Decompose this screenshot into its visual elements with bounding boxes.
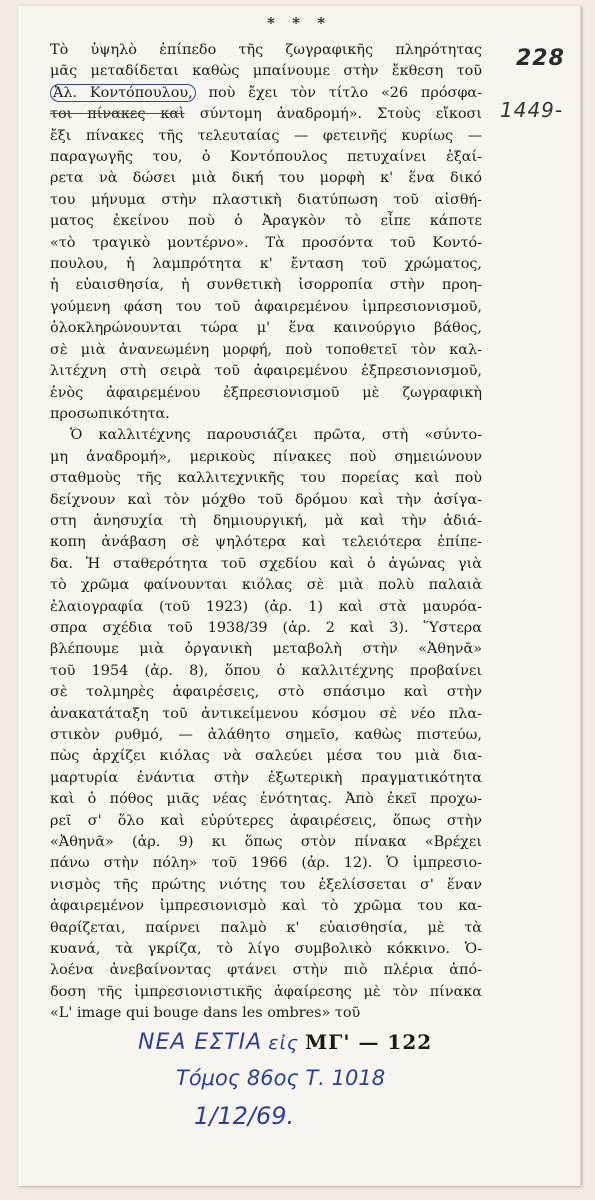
- text-line: λοένα ἀνεβαίνοντας φτάνει στὴν πιὸ πλέρια ἀπό-: [50, 962, 482, 979]
- handwritten-page-number: 228: [516, 46, 565, 71]
- text-line: στικὸν ρυθμό, — ἀλάθητο σημεῖο, καθὼς πιστεύω,: [50, 727, 482, 743]
- text-line: βλέπουμε μιὰ ὀργανικὴ μεταβολὴ στὴν «Ἀθηνᾶ»: [50, 641, 482, 658]
- volume-note: Τόμος 86ος Τ. 1018: [176, 1066, 386, 1090]
- text-line: ρεῖ σ' ὅλο καὶ εὐρύτερες ἀφαιρέσεις, ὅπως στὴν: [50, 812, 482, 829]
- date-note: 1/12/69.: [194, 1102, 295, 1130]
- article-body: [50, 40, 482, 1025]
- text-line: κυανά, τὰ γκρίζα, τὸ λίγο συμβολικὸ κόκκινο. Ὁ-: [50, 941, 482, 958]
- text-line: ἑνὸς ἀφαιρεμένου ἐξπρεσιονισμοῦ μὲ ζωγραφικὴ: [50, 384, 482, 401]
- eis-word: εἰς: [268, 1032, 300, 1054]
- text-line: λιτέχνη στὴ σειρὰ τοῦ ἀφαιρεμένου ἐξπρεσιονισμοῦ,: [50, 363, 482, 380]
- text-line: προσωπικότητα.: [50, 405, 170, 422]
- text-line: νισμὸς τῆς πρώτης νιότης του ἐξελίσσεται σ' ἕναν: [50, 876, 482, 893]
- text-line: δα. Ἡ σταθερότητα τοῦ σχεδίου καὶ ὁ ἀγώνας γιὰ: [50, 555, 482, 572]
- text-line: μαρτυρία ἐνάντια στὴν ἐξωτερικὴ πραγματικότητα: [50, 769, 482, 786]
- text-fragment: σύντομη ἀναδρομή». Στοὺς εἴκοσι: [184, 106, 482, 123]
- text-line: σὲ μιὰ ἀνανεωμένη μορφή, ποὺ τοποθετεῖ τὸν καλ-: [50, 341, 482, 358]
- text-line: του μήνυμα στὴν πλαστικὴ διατύπωση τοῦ αἰσθή-: [50, 191, 482, 208]
- text-line: πάνω στὴν πόλη» τοῦ 1966 (ἀρ. 12). Ὁ ἰμπρεσιο-: [50, 855, 482, 872]
- text-line: σπρα σχέδια τοῦ 1938/39 (ἀρ. 2 καὶ 3). Ὕστερα: [50, 619, 482, 636]
- text-line: ἔξι πίνακες τῆς τελευταίας — φετεινῆς κυρίως —: [50, 127, 482, 144]
- text-line: σὲ τολμηρὲς ἀφαιρέσεις, στὸ σπάσιμο καὶ στὴν: [50, 684, 482, 701]
- newspaper-name: ΝΕΑ ΕΣΤΙΑ: [138, 1030, 263, 1055]
- text-line: [50, 104, 482, 125]
- text-line: μη ἀναδρομή», μερικοὺς πίνακες ποὺ σημειώνουν: [50, 448, 482, 465]
- text-line: πουλου, ἡ λαμπρότητα κ' ἔνταση τοῦ χρώματος,: [50, 256, 482, 273]
- paragraph-1: [50, 40, 482, 425]
- text-line: πὼς ἀρχίζει κιόλας νὰ σαλεύει μέσα του μιὰ δια-: [50, 748, 482, 765]
- text-line: ματος ἐκείνου ποὺ ὁ Ἀραγκὸν τὸ εἶπε κάποτε: [50, 213, 482, 230]
- struck-text: τοι πίνακες καὶ: [50, 106, 185, 123]
- text-line: ἡ εὐαισθησία, ἡ συνθετικὴ ἰσορροπία στὴν προη-: [50, 277, 482, 294]
- text-line: στη ἀνησυχία τὴ δημιουργική, μὰ καὶ τὴν ἀδιά-: [50, 512, 482, 529]
- text-line: σταθμοὺς τῆς καλλιτεχνικῆς του πορείας καὶ ποὺ: [50, 470, 482, 487]
- paragraph-1-rest: [50, 126, 482, 426]
- text-line: μᾶς μεταδίδεται καθὼς μπαίνουμε στὴν ἔκθεση τοῦ: [50, 63, 482, 80]
- text-line: ἀφαιρεμένον ἰμπρεσιονισμὸ καὶ τὸ χρῶμα του κα-: [50, 898, 482, 915]
- text-line: «τὸ τραγικὸ μοντέρνο». Τὰ προσόντα τοῦ Κοντό-: [50, 234, 482, 251]
- text-line: «Ἀθηνᾶ» (ἀρ. 9) κι ὅπως στὸν πίνακα «Βρέχει: [50, 834, 482, 851]
- text-line: γούμενη φάση του τοῦ ἀφαιρεμένου ἰμπρεσιονισμοῦ,: [50, 298, 482, 315]
- text-line: ἀνακατάταξη τοῦ ἀντικείμενου κόσμου σὲ νέο πλα-: [50, 705, 482, 722]
- text-line: ὁλοκληρώνουνται τώρα μ' ἕνα καινούργιο βάθος,: [50, 320, 482, 337]
- section-stars: * * *: [267, 14, 331, 32]
- text-line: Τὸ ὑψηλὸ ἐπίπεδο τῆς ζωγραφικῆς πληρότητας: [50, 42, 482, 58]
- text-line: παραγωγῆς του, ὁ Κοντόπουλος πετυχαίνει ἐξαί-: [50, 149, 482, 166]
- text-line: καὶ ὁ πόθος μιᾶς νέας ἑνότητας. Ἀπὸ ἐκεῖ προχω-: [50, 791, 482, 808]
- text-fragment: ποὺ ἔχει τὸν τίτλο «26 πρόσφα-: [195, 84, 482, 101]
- text-line: δείχνουν καὶ τὸν μόχθο τοῦ δρόμου καὶ τὴν ἀσίγα-: [50, 491, 482, 508]
- page-reference: ΜΓ' — 122: [305, 1030, 433, 1054]
- text-line: [50, 83, 482, 104]
- text-line: δοση τῆς ἰμπρεσιονιστικῆς ἀφαίρεσης μὲ τὸν πίνακα: [50, 983, 482, 1000]
- text-line: Ὁ καλλιτέχνης παρουσιάζει πρῶτα, στὴ «σύντο-: [70, 427, 482, 444]
- text-line: ἐλαιογραφία (τοῦ 1923) (ἀρ. 1) καὶ στὰ μαυρόα-: [50, 598, 482, 615]
- handwritten-catalog-number: 1449-: [500, 98, 564, 122]
- text-line: ρετα νὰ δώσει μιὰ δική του μορφὴ κ' ἕνα δικό: [50, 170, 482, 187]
- clipping-sheet: [18, 6, 581, 1186]
- source-stamp-line: [138, 1030, 432, 1055]
- underlined-artist-name: Ἀλ. Κοντόπουλου,: [50, 84, 196, 102]
- text-line: κοπη ἀνάβαση σὲ ψηλότερα καὶ τελειότερα ἐπίπε-: [50, 534, 482, 551]
- text-line: τὸ χρῶμα φαίνουνται κιόλας σὲ μιὰ πολὺ παλαιὰ: [50, 577, 482, 594]
- paragraph-2: [50, 425, 482, 1024]
- text-line: τοῦ 1954 (ἀρ. 8), ὅπου ὁ καλλιτέχνης προβαίνει: [50, 662, 482, 679]
- text-line: θαρίζεται, παίρνει παλμὸ κ' εὐαισθησία, μὲ τὰ: [50, 919, 482, 936]
- text-line: «L' image qui bouge dans les ombres» τοῦ: [50, 1005, 361, 1022]
